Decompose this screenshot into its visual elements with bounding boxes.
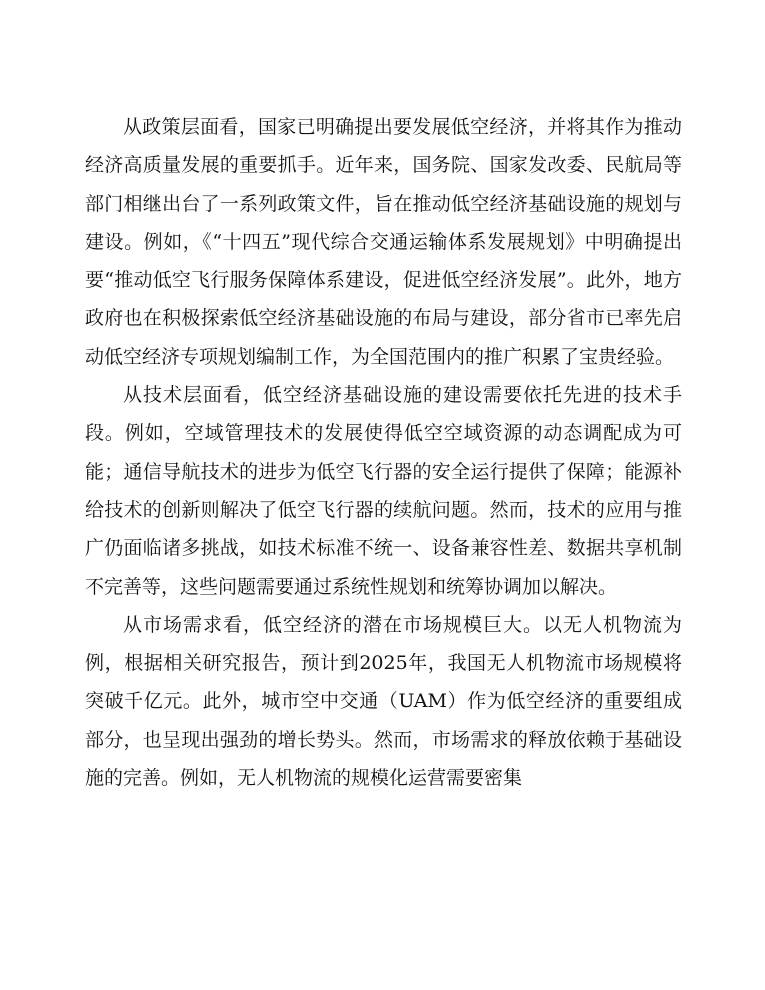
paragraph-technology: 从技术层面看，低空经济基础设施的建设需要依托先进的技术手段。例如，空域管理技术的发展使得低空空域资源的动态调配成为可能；通信导航技术的进步为低空飞行器的安全运行提供了保障；能源补给技术的创新则解决了低空飞行器的续航问题。然而，技术的应用与推广仍面临诸多挑战，如技术标准不统一、设备兼容性差、数据共享机制不完善等，这些问题需要通过系统性规划和统筹协调加以解决。 (85, 384, 682, 598)
body-text (85, 108, 682, 797)
paragraph-policy: 从政策层面看，国家已明确提出要发展低空经济，并将其作为推动经济高质量发展的重要抓手。近年来，国务院、国家发改委、民航局等部门相继出台了一系列政策文件，旨在推动低空经济基础设施的规划与建设。例如，《“十四五”现代综合交通运输体系发展规划》中明确提出要“推动低空飞行服务保障体系建设，促进低空经济发展”。此外，地方政府也在积极探索低空经济基础设施的布局与建设，部分省市已率先启动低空经济专项规划编制工作，为全国范围内的推广积累了宝贵经验。 (85, 116, 682, 368)
paragraph-market: 从市场需求看，低空经济的潜在市场规模巨大。以无人机物流为例，根据相关研究报告，预计到2025年，我国无人机物流市场规模将突破千亿元。此外，城市空中交通（UAM）作为低空经济的重要组成部分，也呈现出强劲的增长势头。然而，市场需求的释放依赖于基础设施的完善。例如，无人机物流的规模化运营需要密集 (85, 613, 682, 790)
